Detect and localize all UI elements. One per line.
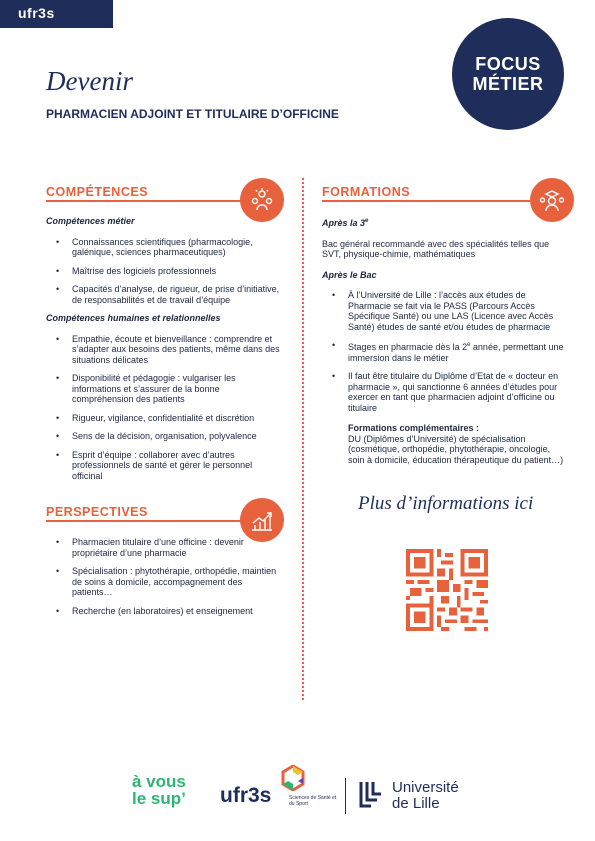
formations-list (322, 290, 568, 465)
focus-metier-badge (452, 18, 564, 130)
universite-de-lille-logo: Université de Lille (392, 779, 459, 812)
list-item: • Recherche (en laboratoires) et enseignement (46, 606, 282, 617)
formations-complementaires-text: DU (Diplômes d’Université) de spécialisation (cosmétique, orthopédie, phytothérapie, oncologie, soin à domicile, éducation thérapeutique du patient…) (348, 433, 564, 465)
perspectives-underline (46, 520, 242, 522)
list-item: • Capacités d’analyse, de rigueur, de prise d’initiative, de responsabilités et de travail d’équipe (46, 284, 282, 305)
list-item: • Il faut être titulaire du Diplôme d’Etat de « docteur en pharmacie », qui sanctionne 6 années d’études pour exercer en tant que pharmacien adjoint d’officine ou titulaire Formations complémentaires : DU (Diplômes d’Université) de spécialisation (cosmétique, orthopédie, phytothérapie, oncologie, soin à domicile, éducation thérapeutique du patient…) (322, 371, 568, 465)
column-divider (302, 178, 304, 700)
perspectives-title: PERSPECTIVES (46, 505, 148, 519)
a-vous-le-sup-logo: à vous le sup’ (132, 772, 186, 808)
list-item: • Sens de la décision, organisation, polyvalence (46, 431, 282, 442)
badge-line-1: FOCUS (475, 54, 541, 74)
competences-title: COMPÉTENCES (46, 185, 149, 199)
qr-code-icon[interactable] (406, 549, 488, 631)
footer-separator (345, 778, 346, 814)
list-item: • Disponibilité et pédagogie : vulgariser les informations et s’assurer de la bonne compréhension des patients (46, 373, 282, 405)
list-item: • Stages en pharmacie dès la 2e année, permettant une immersion dans le métier (322, 340, 568, 363)
competences-underline (46, 200, 242, 202)
formations-subtitle-bac: Après le Bac (322, 269, 377, 280)
growth-chart-icon (240, 498, 284, 542)
list-item: • Pharmacien titulaire d’une officine : devenir propriétaire d’une pharmacie (46, 537, 282, 558)
list-item: • Empathie, écoute et bienveillance : comprendre et s’adapter aux besoins des patients, même dans des situations délicates (46, 334, 282, 366)
formations-section (322, 216, 568, 473)
ufr3s-logo: ufr3s (18, 5, 55, 21)
ufr3s-subtitle: Sciences de Santé et du Sport (289, 795, 337, 807)
ufr3s-footer-logo: ufr3s (220, 784, 272, 807)
competences-subtitle-metier: Compétences métier (46, 216, 135, 226)
more-info-link[interactable]: Plus d’informations ici (358, 493, 534, 514)
perspectives-list (46, 537, 282, 616)
formations-subtitle-3e: Après la 3e (322, 218, 369, 228)
list-item: • Maîtrise des logiciels professionnels (46, 266, 282, 277)
top-bar (0, 0, 113, 28)
page-title: PHARMACIEN ADJOINT ET TITULAIRE D’OFFICINE (46, 107, 339, 121)
competences-metier-list (46, 237, 282, 306)
list-item: • Esprit d’équipe : collaborer avec d’autres professionnels de santé et gérer le personnel officinal (46, 450, 282, 482)
ufr3s-hexagon-icon (280, 765, 306, 791)
formations-complementaires-title: Formations complémentaires : (348, 423, 480, 433)
list-item: • Rigueur, vigilance, confidentialité et discrétion (46, 413, 282, 424)
competences-section (46, 216, 282, 489)
badge-line-2: MÉTIER (472, 74, 544, 94)
universite-de-lille-icon (358, 780, 384, 810)
competences-subtitle-humaines: Compétences humaines et relationnelles (46, 313, 221, 323)
competences-humaines-list (46, 334, 282, 482)
list-item: • À l’Université de Lille : l’accès aux études de Pharmacie se fait via le PASS (Parcours Accès Spécifique Santé) ou une LAS (Licence avec Accès Santé) études de santé et/ou études de pharmacie (322, 290, 568, 332)
formations-underline (322, 200, 530, 202)
list-item: • Spécialisation : phytothérapie, orthopédie, maintien de soins à domicile, accompagnement des patients… (46, 566, 282, 598)
perspectives-section (46, 537, 282, 624)
page-kicker: Devenir (46, 66, 133, 96)
formations-title: FORMATIONS (322, 185, 411, 199)
formations-bac-text: Bac général recommandé avec des spécialités telles que SVT, physique-chimie, mathématiques (322, 238, 550, 259)
list-item: • Connaissances scientifiques (pharmacologie, galénique, sciences pharmaceutiques) (46, 237, 282, 258)
